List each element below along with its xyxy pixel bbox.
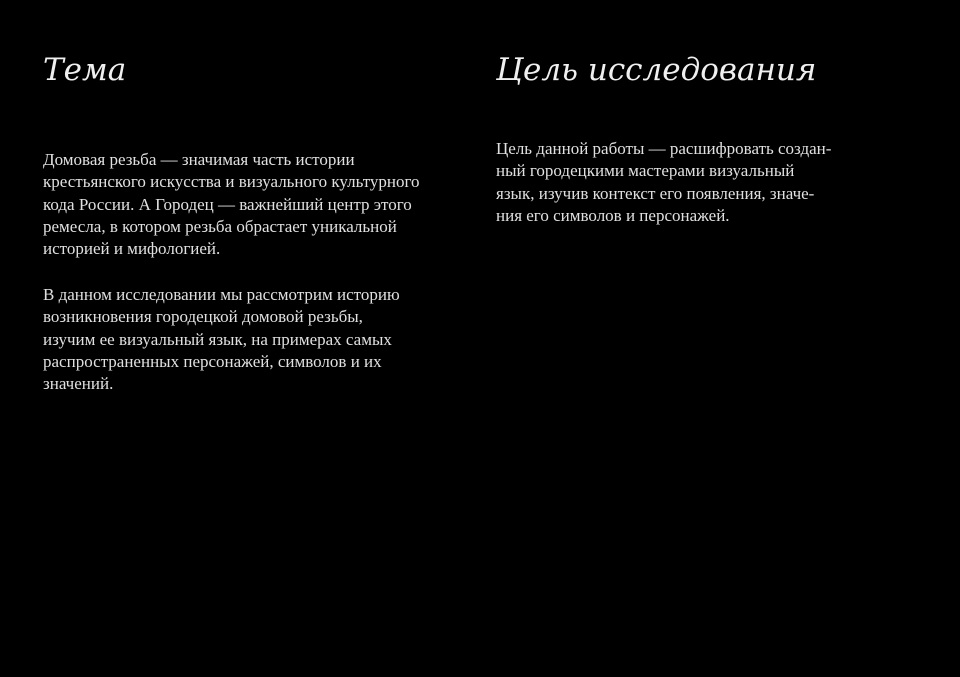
research-goal-paragraph (496, 138, 831, 227)
text-line: значений. (43, 374, 114, 394)
text-line: изучим ее визуальный язык, на примерах самых (43, 329, 392, 349)
text-line: Домовая резьба — значимая часть истории (43, 150, 355, 169)
text-line: ния его символов и персонажей. (496, 205, 730, 225)
text-line: распространенных персонажей, символов и их (43, 351, 382, 371)
topic-heading: Тема (43, 52, 127, 88)
text-line: возникновения городецкой домовой резьбы, (43, 307, 363, 327)
text-line: кода России. А Городец — важнейший центр этого (43, 194, 412, 214)
text-line: ный городецкими мастерами визуальный (496, 161, 795, 181)
text-line: ремесла, в котором резьба обрастает уникальной (43, 216, 397, 236)
text-line: язык, изучив контекст его появления, значе- (496, 183, 815, 203)
topic-paragraph-1 (43, 149, 420, 260)
text-line: крестьянского искусства и визуального культурного (43, 172, 420, 192)
research-goal-heading: Цель исследования (496, 52, 817, 88)
topic-paragraph-2 (43, 284, 400, 395)
text-line: Цель данной работы — расшифровать создан- (496, 139, 832, 158)
text-line: В данном исследовании мы рассмотрим историю (43, 285, 400, 304)
text-line: историей и мифологией. (43, 239, 221, 259)
